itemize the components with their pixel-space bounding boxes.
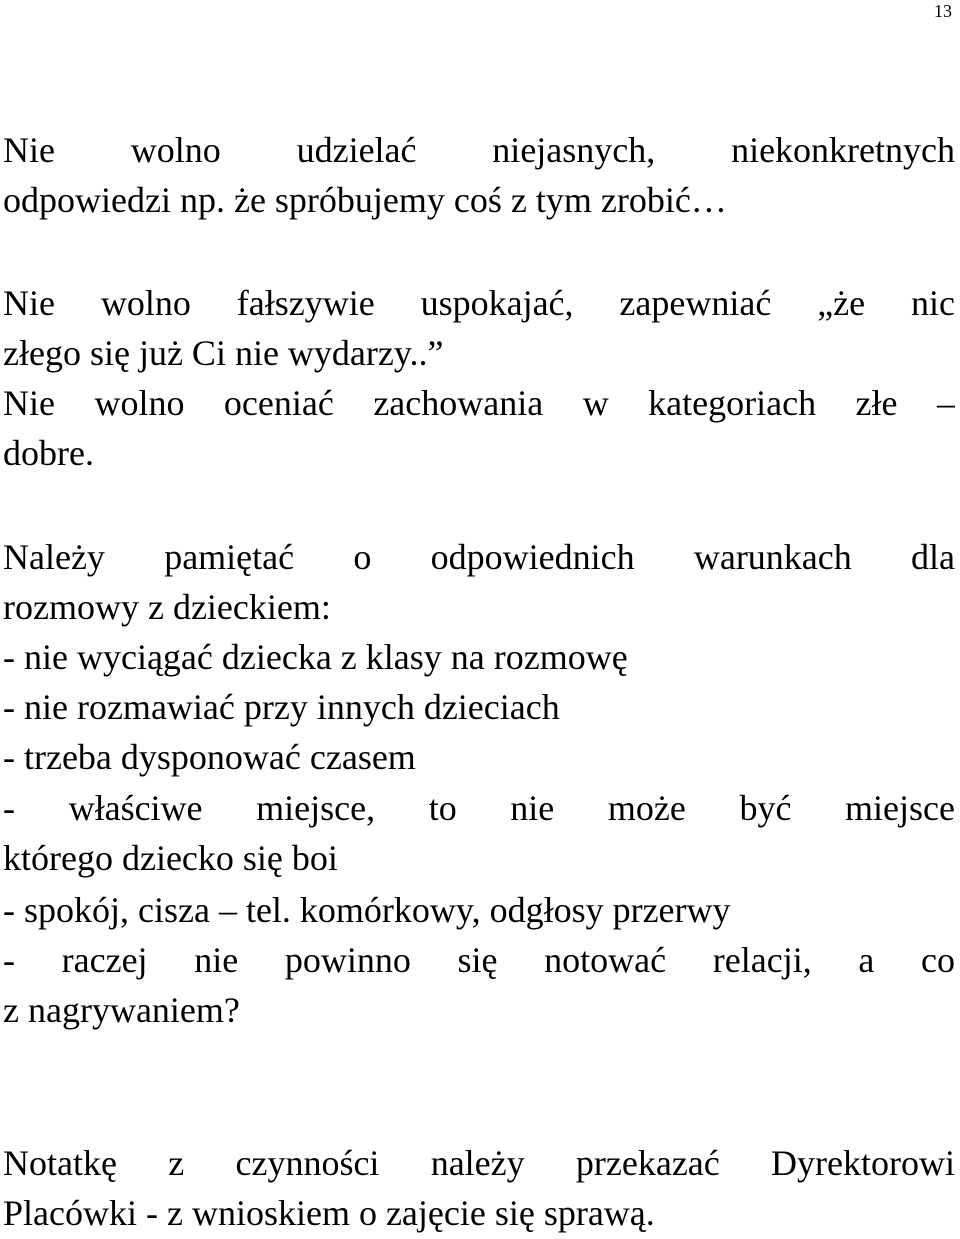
list-item-4-line-2: którego dziecko się boi — [3, 838, 338, 878]
paragraph-2-line-3: Nie wolno oceniać zachowania w kategoriach złe – — [3, 383, 955, 423]
list-item-3: - trzeba dysponować czasem — [3, 737, 416, 777]
list-item-4-line-1: - właściwe miejsce, to nie może być miejsce — [3, 788, 955, 828]
list-item-1: - nie wyciągać dziecka z klasy na rozmowę — [3, 637, 628, 677]
list-item-5: - spokój, cisza – tel. komórkowy, odgłosy przerwy — [3, 890, 731, 930]
list-item-2: - nie rozmawiać przy innych dzieciach — [3, 687, 560, 727]
paragraph-4-line-2: Placówki - z wnioskiem o zajęcie się sprawą. — [3, 1193, 655, 1233]
paragraph-2-line-2: złego się już Ci nie wydarzy..” — [3, 333, 444, 373]
paragraph-1-line-2: odpowiedzi np. że spróbujemy coś z tym zrobić… — [3, 180, 727, 220]
paragraph-2-line-1: Nie wolno fałszywie uspokajać, zapewniać „że nic — [3, 283, 955, 323]
paragraph-2-line-4: dobre. — [3, 433, 94, 473]
paragraph-3-line-2: rozmowy z dzieckiem: — [3, 587, 331, 627]
paragraph-4-line-1: Notatkę z czynności należy przekazać Dyrektorowi — [3, 1143, 955, 1183]
list-item-6-line-2: z nagrywaniem? — [3, 990, 240, 1030]
page-number: 13 — [934, 1, 952, 21]
paragraph-3-line-1: Należy pamiętać o odpowiednich warunkach dla — [3, 537, 955, 577]
paragraph-1-line-1: Nie wolno udzielać niejasnych, niekonkretnych — [3, 130, 955, 170]
list-item-6-line-1: - raczej nie powinno się notować relacji, a co — [3, 940, 955, 980]
